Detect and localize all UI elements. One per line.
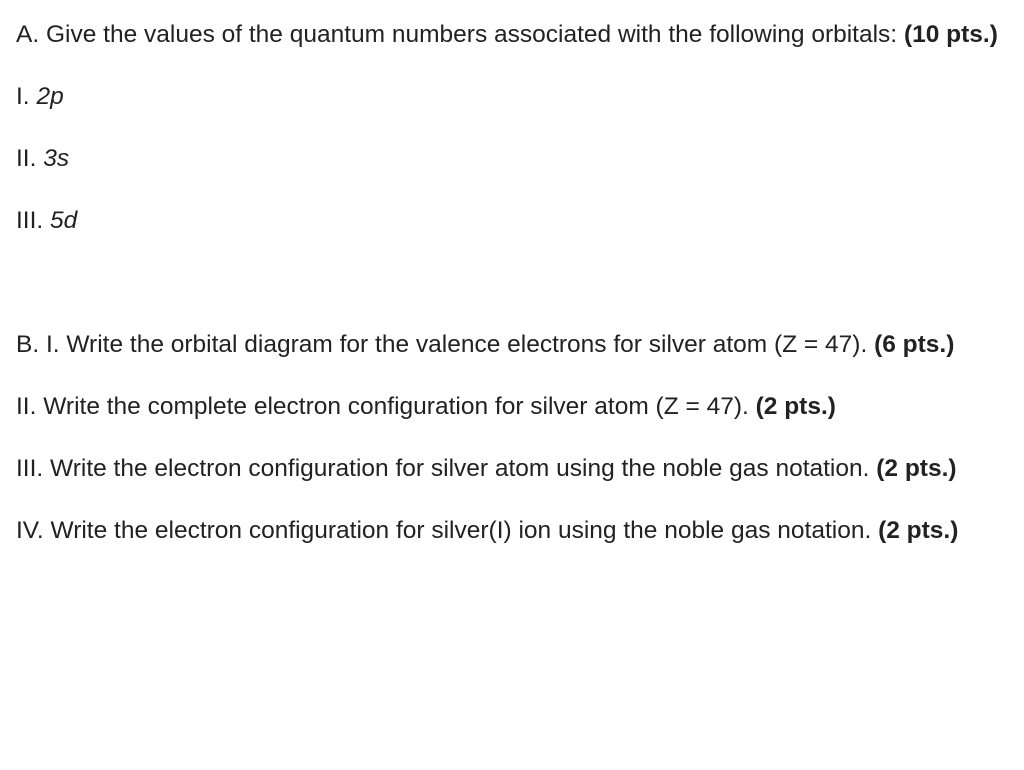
question-b2 (16, 386, 1012, 428)
orbital-item-3 (16, 200, 1012, 242)
question-text: II. Write the complete electron configuration for silver atom (Z = 47). (16, 393, 749, 420)
orbital-numeral: III. (16, 207, 44, 234)
orbital-label: 5d (50, 207, 78, 234)
orbital-label: 2p (36, 83, 64, 110)
question-points: (2 pts.) (878, 517, 959, 544)
orbital-item-2 (16, 138, 1012, 180)
orbital-item-1 (16, 76, 1012, 118)
question-b3 (16, 448, 1012, 490)
question-b1 (16, 324, 1012, 366)
orbital-numeral: II. (16, 145, 37, 172)
question-b4 (16, 510, 1012, 552)
section-a-text: A. Give the values of the quantum numbers associated with the following orbitals: (16, 21, 898, 48)
orbital-label: 3s (43, 145, 70, 172)
question-text: III. Write the electron configuration for silver atom using the noble gas notation. (16, 455, 870, 482)
orbital-numeral: I. (16, 83, 30, 110)
question-text: IV. Write the electron configuration for silver(I) ion using the noble gas notation. (16, 517, 872, 544)
question-points: (6 pts.) (874, 331, 955, 358)
question-points: (2 pts.) (876, 455, 957, 482)
section-a-points: (10 pts.) (903, 21, 998, 48)
question-sheet (16, 14, 1012, 552)
question-points: (2 pts.) (755, 393, 836, 420)
question-text: B. I. Write the orbital diagram for the valence electrons for silver atom (Z = 47). (16, 331, 868, 358)
section-a-prompt (16, 14, 1012, 56)
